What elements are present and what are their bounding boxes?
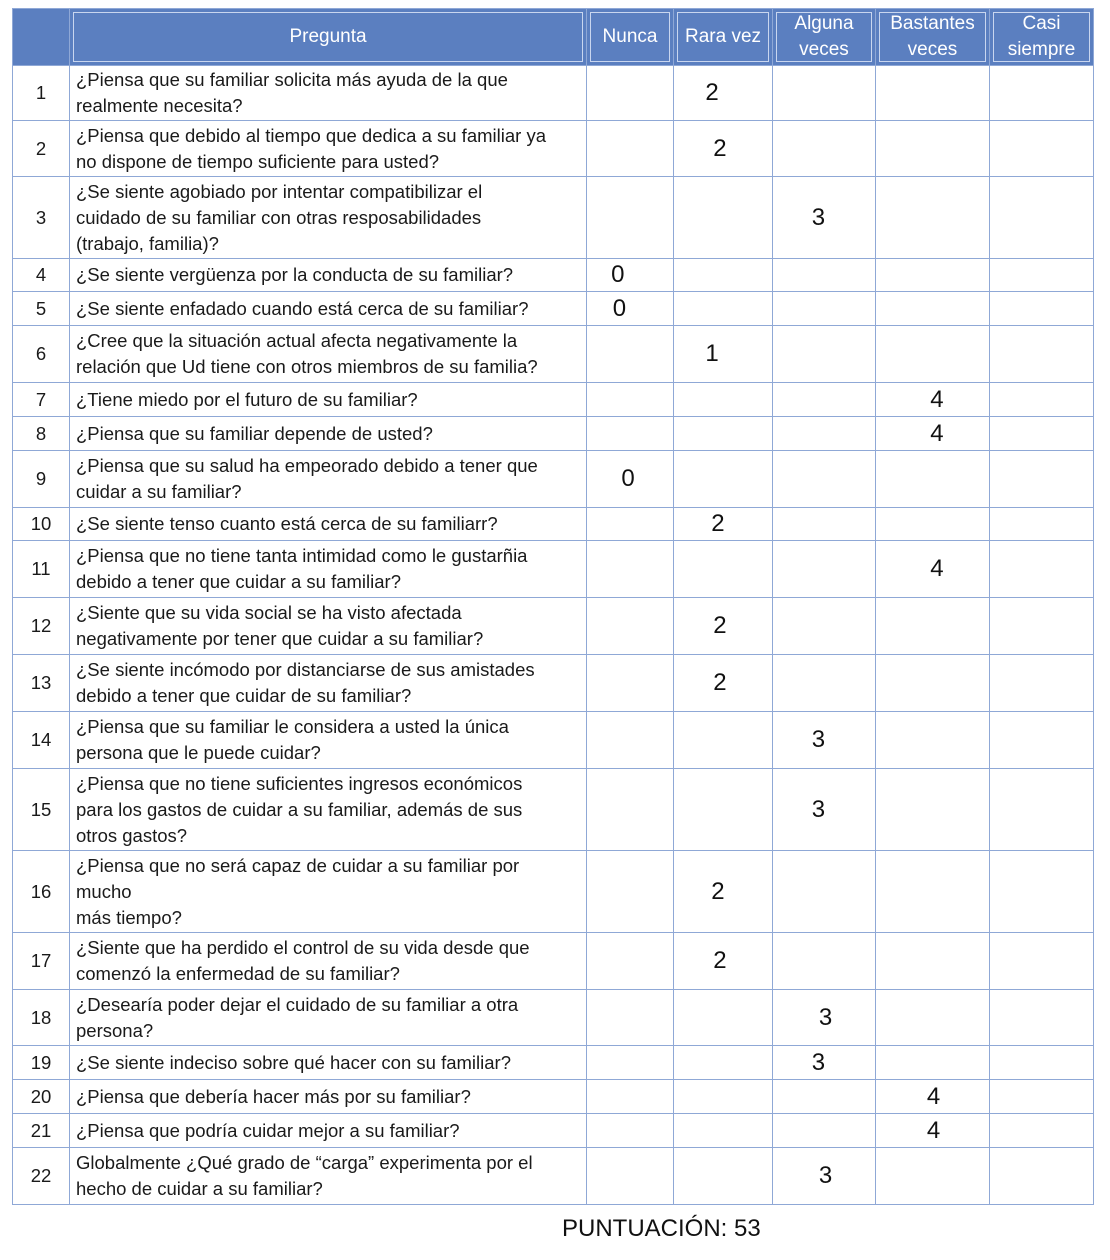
answer-casi-siempre-cell bbox=[990, 292, 1094, 326]
question-text bbox=[70, 1148, 587, 1205]
answer-bastantes-veces-cell bbox=[876, 541, 990, 598]
header-option-line1: Nunca bbox=[602, 26, 658, 47]
answer-rara-vez-cell bbox=[674, 1148, 773, 1205]
question-text bbox=[70, 598, 587, 655]
table-row bbox=[13, 259, 1094, 292]
answer-rara-vez-cell bbox=[674, 851, 773, 933]
answer-casi-siempre-cell bbox=[990, 259, 1094, 292]
answer-alguna-veces-cell bbox=[773, 851, 876, 933]
table-row bbox=[13, 451, 1094, 508]
question-line: realmente necesita? bbox=[76, 95, 243, 116]
header-option-line2: veces bbox=[907, 39, 958, 60]
item-number: 7 bbox=[13, 383, 70, 417]
answer-bastantes-veces-cell bbox=[876, 508, 990, 541]
question-line: ¿Siente que ha perdido el control de su vida desde que bbox=[76, 937, 530, 958]
answer-score: 2 bbox=[711, 510, 725, 537]
item-number: 9 bbox=[13, 451, 70, 508]
answer-nunca-cell bbox=[587, 1046, 674, 1080]
item-number: 4 bbox=[13, 259, 70, 292]
item-number: 13 bbox=[13, 655, 70, 712]
header-number bbox=[13, 9, 70, 66]
answer-casi-siempre-cell bbox=[990, 121, 1094, 177]
question-line: ¿Piensa que su familiar depende de usted? bbox=[76, 422, 433, 444]
question-text bbox=[70, 259, 587, 292]
question-line: no dispone de tiempo suficiente para usted? bbox=[76, 150, 440, 172]
question-text bbox=[70, 851, 587, 933]
answer-rara-vez-cell bbox=[674, 508, 773, 541]
table-row bbox=[13, 383, 1094, 417]
question-line: ¿Se siente agobiado por intentar compatibilizar el bbox=[76, 180, 483, 202]
answer-bastantes-veces-cell bbox=[876, 451, 990, 508]
item-number: 17 bbox=[13, 933, 70, 990]
answer-rara-vez-cell bbox=[674, 655, 773, 712]
item-number: 5 bbox=[13, 292, 70, 326]
answer-casi-siempre-cell bbox=[990, 933, 1094, 990]
header-option-line1: Rara vez bbox=[684, 26, 762, 47]
answer-casi-siempre-cell bbox=[990, 508, 1094, 541]
item-number: 3 bbox=[13, 177, 70, 259]
answer-alguna-veces-cell bbox=[773, 1080, 876, 1114]
table-row bbox=[13, 712, 1094, 769]
header-row bbox=[13, 9, 1094, 66]
answer-alguna-veces-cell bbox=[773, 598, 876, 655]
answer-bastantes-veces-cell bbox=[876, 851, 990, 933]
answer-casi-siempre-cell bbox=[990, 1114, 1094, 1148]
answer-rara-vez-cell bbox=[674, 933, 773, 990]
answer-casi-siempre-cell bbox=[990, 326, 1094, 383]
question-line: ¿Piensa que debido al tiempo que dedica a su familiar ya bbox=[76, 124, 546, 146]
answer-score: 4 bbox=[930, 385, 944, 413]
answer-bastantes-veces-cell bbox=[876, 66, 990, 121]
answer-casi-siempre-cell bbox=[990, 177, 1094, 259]
answer-alguna-veces-cell bbox=[773, 326, 876, 383]
header-option-line2: siempre bbox=[1007, 39, 1076, 60]
question-line: cuidar a su familiar? bbox=[76, 481, 242, 502]
answer-rara-vez-cell bbox=[674, 712, 773, 769]
answer-nunca-cell bbox=[587, 259, 674, 292]
answer-bastantes-veces-cell bbox=[876, 1114, 990, 1148]
answer-nunca-cell bbox=[587, 1080, 674, 1114]
answer-bastantes-veces-cell bbox=[876, 655, 990, 712]
answer-casi-siempre-cell bbox=[990, 655, 1094, 712]
question-text bbox=[70, 121, 587, 177]
answer-rara-vez-cell bbox=[674, 177, 773, 259]
header-option-rara-vez bbox=[674, 9, 773, 66]
table-row bbox=[13, 1046, 1094, 1080]
item-number: 2 bbox=[13, 121, 70, 177]
answer-casi-siempre-cell bbox=[990, 851, 1094, 933]
header-option-line1: Bastantes bbox=[890, 13, 975, 34]
answer-score: 2 bbox=[713, 134, 727, 162]
answer-score: 2 bbox=[713, 612, 727, 639]
question-text bbox=[70, 66, 587, 121]
answer-nunca-cell bbox=[587, 383, 674, 417]
answer-bastantes-veces-cell bbox=[876, 990, 990, 1046]
question-line: ¿Se siente enfadado cuando está cerca de su familiar? bbox=[76, 297, 529, 319]
answer-score: 2 bbox=[713, 669, 727, 696]
answer-nunca-cell bbox=[587, 541, 674, 598]
header-option-line2: veces bbox=[799, 39, 849, 60]
answer-bastantes-veces-cell bbox=[876, 383, 990, 417]
question-line: ¿Piensa que no tiene suficientes ingresos económicos bbox=[76, 772, 523, 794]
answer-casi-siempre-cell bbox=[990, 769, 1094, 851]
answer-score: 3 bbox=[811, 203, 826, 231]
answer-bastantes-veces-cell bbox=[876, 1080, 990, 1114]
question-line: más tiempo? bbox=[76, 906, 182, 928]
answer-score: 3 bbox=[818, 1003, 833, 1031]
answer-nunca-cell bbox=[587, 292, 674, 326]
answer-casi-siempre-cell bbox=[990, 1046, 1094, 1080]
table-row bbox=[13, 851, 1094, 933]
table-row bbox=[13, 541, 1094, 598]
answer-alguna-veces-cell bbox=[773, 1046, 876, 1080]
answer-casi-siempre-cell bbox=[990, 598, 1094, 655]
question-text bbox=[70, 541, 587, 598]
item-number: 10 bbox=[13, 508, 70, 541]
answer-bastantes-veces-cell bbox=[876, 326, 990, 383]
answer-rara-vez-cell bbox=[674, 417, 773, 451]
answer-nunca-cell bbox=[587, 417, 674, 451]
item-number: 15 bbox=[13, 769, 70, 851]
answer-nunca-cell bbox=[587, 508, 674, 541]
table-row bbox=[13, 508, 1094, 541]
answer-nunca-cell bbox=[587, 451, 674, 508]
item-number: 21 bbox=[13, 1114, 70, 1148]
answer-score: 2 bbox=[713, 947, 727, 974]
item-number: 20 bbox=[13, 1080, 70, 1114]
answer-rara-vez-cell bbox=[674, 1114, 773, 1148]
answer-score: 4 bbox=[930, 555, 944, 582]
answer-nunca-cell bbox=[587, 66, 674, 121]
question-line: ¿Se siente indeciso sobre qué hacer con su familiar? bbox=[76, 1051, 511, 1073]
answer-rara-vez-cell bbox=[674, 259, 773, 292]
answer-alguna-veces-cell bbox=[773, 990, 876, 1046]
answer-alguna-veces-cell bbox=[773, 1148, 876, 1205]
table-row bbox=[13, 655, 1094, 712]
item-number: 18 bbox=[13, 990, 70, 1046]
question-line: ¿Piensa que podría cuidar mejor a su familiar? bbox=[76, 1119, 460, 1141]
answer-rara-vez-cell bbox=[674, 1080, 773, 1114]
answer-alguna-veces-cell bbox=[773, 655, 876, 712]
answer-bastantes-veces-cell bbox=[876, 1148, 990, 1205]
question-text bbox=[70, 655, 587, 712]
item-number: 12 bbox=[13, 598, 70, 655]
caregiver-burden-table bbox=[12, 8, 1094, 1205]
question-line: ¿Se siente incómodo por distanciarse de sus amistades bbox=[76, 659, 535, 680]
table-row bbox=[13, 66, 1094, 121]
answer-rara-vez-cell bbox=[674, 1046, 773, 1080]
answer-score: 3 bbox=[811, 726, 826, 753]
question-line: debido a tener que cuidar de su familiar? bbox=[76, 685, 412, 706]
answer-bastantes-veces-cell bbox=[876, 417, 990, 451]
question-text bbox=[70, 1114, 587, 1148]
answer-score: 4 bbox=[926, 1082, 941, 1110]
question-line: relación que Ud tiene con otros miembros de su familia? bbox=[76, 356, 538, 377]
answer-alguna-veces-cell bbox=[773, 383, 876, 417]
question-line: debido a tener que cuidar a su familiar? bbox=[76, 571, 401, 592]
header-option-casi-siempre bbox=[990, 9, 1094, 66]
item-number: 8 bbox=[13, 417, 70, 451]
answer-casi-siempre-cell bbox=[990, 1080, 1094, 1114]
answer-bastantes-veces-cell bbox=[876, 259, 990, 292]
header-option-nunca bbox=[587, 9, 674, 66]
answer-nunca-cell bbox=[587, 712, 674, 769]
total-score: PUNTUACIÓN: 53 bbox=[562, 1215, 761, 1242]
answer-alguna-veces-cell bbox=[773, 66, 876, 121]
answer-score: 3 bbox=[811, 1048, 826, 1076]
table-row bbox=[13, 326, 1094, 383]
question-line: Globalmente ¿Qué grado de “carga” experimenta por el bbox=[76, 1152, 533, 1173]
question-line: ¿Tiene miedo por el futuro de su familiar? bbox=[76, 388, 418, 410]
table-row bbox=[13, 1080, 1094, 1114]
answer-alguna-veces-cell bbox=[773, 259, 876, 292]
answer-score: 1 bbox=[705, 340, 719, 367]
answer-alguna-veces-cell bbox=[773, 541, 876, 598]
header-option-alguna-veces bbox=[773, 9, 876, 66]
header-option-line1: Alguna bbox=[794, 13, 854, 34]
question-line: otros gastos? bbox=[76, 824, 188, 846]
question-line: ¿Desearía poder dejar el cuidado de su familiar a otra bbox=[76, 993, 519, 1015]
answer-nunca-cell bbox=[587, 769, 674, 851]
answer-alguna-veces-cell bbox=[773, 451, 876, 508]
item-number: 16 bbox=[13, 851, 70, 933]
answer-casi-siempre-cell bbox=[990, 451, 1094, 508]
question-line: ¿Piensa que debería hacer más por su familiar? bbox=[76, 1085, 471, 1107]
answer-score: 4 bbox=[930, 419, 944, 447]
table-row bbox=[13, 769, 1094, 851]
question-text bbox=[70, 292, 587, 326]
question-line: ¿Siente que su vida social se ha visto afectada bbox=[76, 602, 462, 623]
answer-casi-siempre-cell bbox=[990, 990, 1094, 1046]
question-text bbox=[70, 451, 587, 508]
answer-rara-vez-cell bbox=[674, 769, 773, 851]
answer-rara-vez-cell bbox=[674, 451, 773, 508]
question-text bbox=[70, 933, 587, 990]
table-row bbox=[13, 121, 1094, 177]
question-line: ¿Se siente tenso cuanto está cerca de su familiarr? bbox=[76, 513, 498, 534]
answer-casi-siempre-cell bbox=[990, 417, 1094, 451]
answer-bastantes-veces-cell bbox=[876, 933, 990, 990]
answer-casi-siempre-cell bbox=[990, 541, 1094, 598]
answer-casi-siempre-cell bbox=[990, 383, 1094, 417]
question-line: negativamente por tener que cuidar a su familiar? bbox=[76, 628, 484, 649]
question-line: ¿Piensa que su salud ha empeorado debido a tener que bbox=[76, 455, 538, 476]
answer-nunca-cell bbox=[587, 1148, 674, 1205]
question-line: hecho de cuidar a su familiar? bbox=[76, 1178, 323, 1199]
answer-alguna-veces-cell bbox=[773, 417, 876, 451]
item-number: 22 bbox=[13, 1148, 70, 1205]
answer-alguna-veces-cell bbox=[773, 1114, 876, 1148]
answer-bastantes-veces-cell bbox=[876, 177, 990, 259]
question-text bbox=[70, 990, 587, 1046]
table-row bbox=[13, 598, 1094, 655]
header-question: Pregunta bbox=[70, 9, 587, 66]
answer-alguna-veces-cell bbox=[773, 292, 876, 326]
answer-nunca-cell bbox=[587, 655, 674, 712]
answer-bastantes-veces-cell bbox=[876, 712, 990, 769]
question-text bbox=[70, 1046, 587, 1080]
answer-score: 0 bbox=[621, 465, 635, 492]
answer-score: 0 bbox=[612, 294, 627, 322]
table-row bbox=[13, 292, 1094, 326]
item-number: 6 bbox=[13, 326, 70, 383]
answer-alguna-veces-cell bbox=[773, 933, 876, 990]
answer-nunca-cell bbox=[587, 933, 674, 990]
answer-alguna-veces-cell bbox=[773, 177, 876, 259]
answer-bastantes-veces-cell bbox=[876, 292, 990, 326]
item-number: 14 bbox=[13, 712, 70, 769]
answer-alguna-veces-cell bbox=[773, 508, 876, 541]
answer-casi-siempre-cell bbox=[990, 66, 1094, 121]
answer-rara-vez-cell bbox=[674, 121, 773, 177]
answer-rara-vez-cell bbox=[674, 326, 773, 383]
answer-nunca-cell bbox=[587, 121, 674, 177]
answer-casi-siempre-cell bbox=[990, 712, 1094, 769]
answer-score: 2 bbox=[705, 79, 719, 106]
answer-score: 2 bbox=[711, 877, 725, 905]
question-line: ¿Cree que la situación actual afecta negativamente la bbox=[76, 330, 518, 351]
table-row bbox=[13, 1148, 1094, 1205]
item-number: 1 bbox=[13, 66, 70, 121]
question-text bbox=[70, 712, 587, 769]
answer-bastantes-veces-cell bbox=[876, 769, 990, 851]
answer-rara-vez-cell bbox=[674, 66, 773, 121]
answer-alguna-veces-cell bbox=[773, 121, 876, 177]
question-line: persona que le puede cuidar? bbox=[76, 742, 321, 763]
question-text bbox=[70, 508, 587, 541]
question-text bbox=[70, 769, 587, 851]
question-line: ¿Se siente vergüenza por la conducta de su familiar? bbox=[76, 264, 514, 285]
answer-rara-vez-cell bbox=[674, 292, 773, 326]
answer-bastantes-veces-cell bbox=[876, 1046, 990, 1080]
item-number: 11 bbox=[13, 541, 70, 598]
answer-nunca-cell bbox=[587, 1114, 674, 1148]
answer-nunca-cell bbox=[587, 177, 674, 259]
answer-rara-vez-cell bbox=[674, 598, 773, 655]
answer-alguna-veces-cell bbox=[773, 769, 876, 851]
table-row bbox=[13, 990, 1094, 1046]
answer-score: 0 bbox=[611, 261, 625, 288]
table-row bbox=[13, 933, 1094, 990]
question-line: ¿Piensa que su familiar le considera a usted la única bbox=[76, 716, 509, 737]
answer-nunca-cell bbox=[587, 326, 674, 383]
question-line: ¿Piensa que su familiar solicita más ayuda de la que bbox=[76, 69, 508, 90]
header-option-line1: Casi bbox=[1022, 13, 1061, 34]
table-row bbox=[13, 417, 1094, 451]
question-text bbox=[70, 326, 587, 383]
answer-alguna-veces-cell bbox=[773, 712, 876, 769]
answer-nunca-cell bbox=[587, 598, 674, 655]
answer-score: 3 bbox=[818, 1162, 833, 1189]
question-text bbox=[70, 177, 587, 259]
question-line: para los gastos de cuidar a su familiar, además de sus bbox=[76, 798, 523, 820]
question-line: comenzó la enfermedad de su familiar? bbox=[76, 963, 400, 984]
answer-rara-vez-cell bbox=[674, 541, 773, 598]
answer-bastantes-veces-cell bbox=[876, 121, 990, 177]
answer-bastantes-veces-cell bbox=[876, 598, 990, 655]
item-number: 19 bbox=[13, 1046, 70, 1080]
question-line: ¿Piensa que no será capaz de cuidar a su familiar por bbox=[76, 854, 520, 876]
table-row bbox=[13, 1114, 1094, 1148]
answer-casi-siempre-cell bbox=[990, 1148, 1094, 1205]
question-text bbox=[70, 383, 587, 417]
answer-score: 4 bbox=[926, 1116, 941, 1144]
question-line: ¿Piensa que no tiene tanta intimidad como le gustarñia bbox=[76, 545, 528, 566]
table-row bbox=[13, 177, 1094, 259]
answer-rara-vez-cell bbox=[674, 383, 773, 417]
question-line: cuidado de su familiar con otras resposabilidades bbox=[76, 206, 482, 228]
answer-nunca-cell bbox=[587, 990, 674, 1046]
header-option-bastantes-veces bbox=[876, 9, 990, 66]
question-text bbox=[70, 1080, 587, 1114]
answer-nunca-cell bbox=[587, 851, 674, 933]
answer-rara-vez-cell bbox=[674, 990, 773, 1046]
question-text bbox=[70, 417, 587, 451]
question-line: persona? bbox=[76, 1019, 154, 1041]
answer-score: 3 bbox=[811, 795, 826, 823]
question-line: (trabajo, familia)? bbox=[76, 232, 219, 254]
question-line: mucho bbox=[76, 880, 132, 902]
